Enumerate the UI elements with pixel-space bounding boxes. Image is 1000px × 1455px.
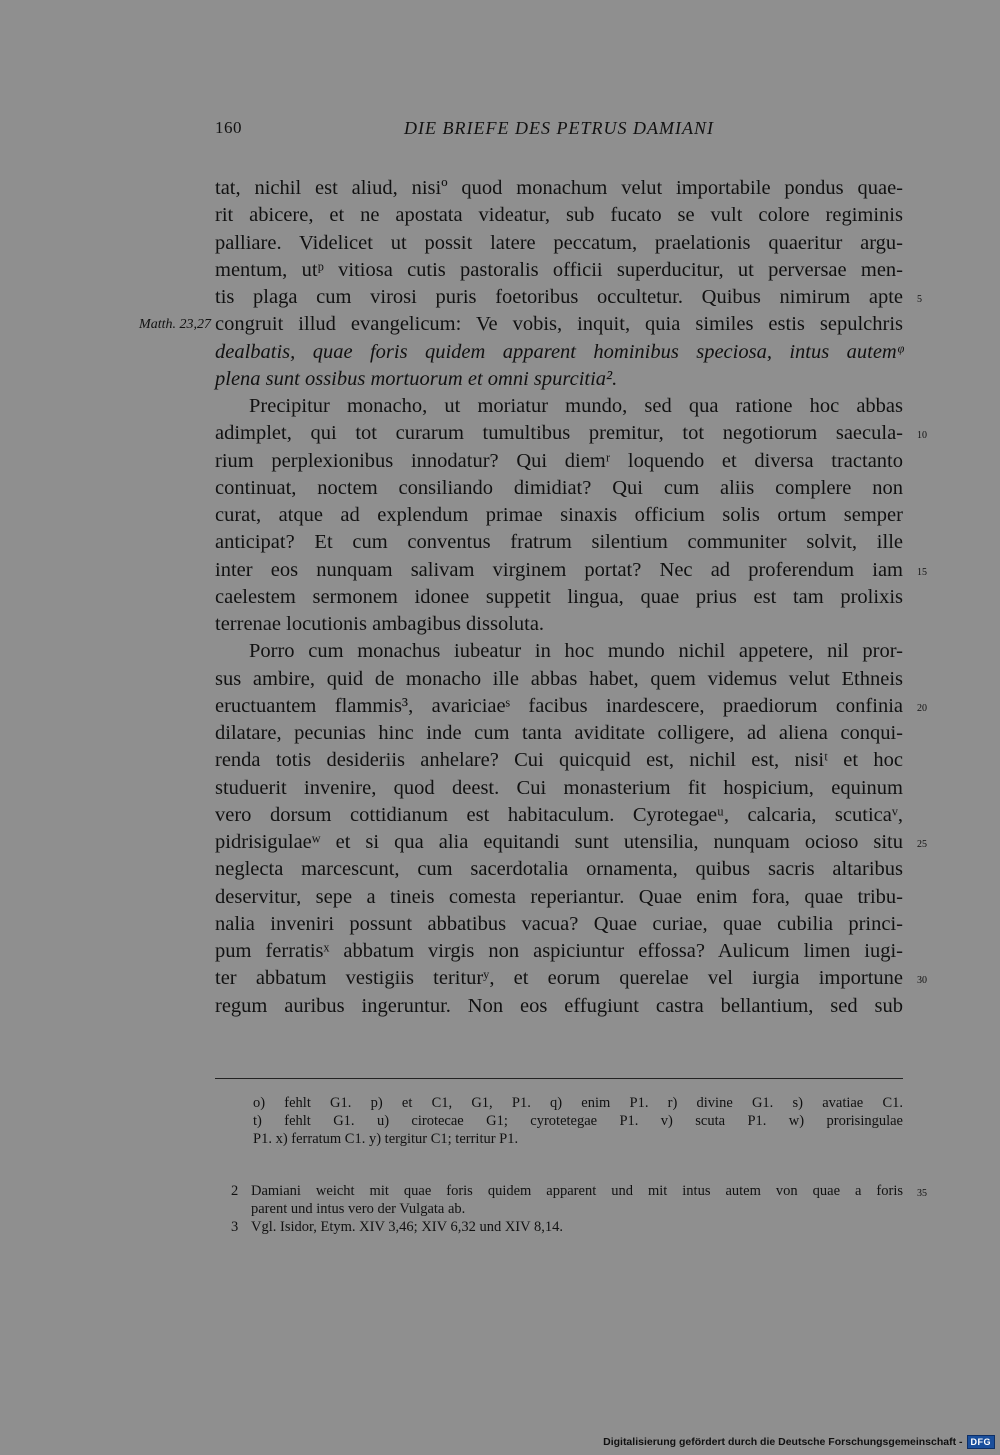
note-number: 3	[231, 1219, 239, 1235]
dfg-logo-icon: DFG	[967, 1435, 996, 1449]
text-line: mentum, utᵖ vitiosa cutis pastoralis officii superducitur, ut perversae men-	[215, 258, 903, 281]
note-line	[215, 1182, 927, 1200]
source-notes	[215, 1182, 927, 1236]
text-line: neglecta marcescunt, cum sacerdotalia ornamenta, quibus sacris altaribus	[215, 858, 903, 881]
line-number: 35	[917, 1188, 927, 1199]
text-line: tat, nichil est aliud, nisiº quod monachum velut importabile pondus quae-	[215, 177, 903, 199]
note-number: 2	[231, 1183, 239, 1199]
text-line: continuat, noctem consiliando dimidiat? Qui cum aliis complere non	[215, 476, 903, 499]
text-line: tis plaga cum virosi puris foetoribus occultetur. Quibus nimirum apte 5	[215, 284, 903, 311]
text-line: Precipitur monacho, ut moriatur mundo, sed qua ratione hoc abbas	[249, 395, 903, 417]
margin-reference: Matth. 23,27	[139, 317, 211, 333]
apparatus-line: t) fehlt G1. u) cirotecae G1; cyrotetegae P1. v) scuta P1. w) prorisingulae	[253, 1113, 903, 1129]
text-line: vero dorsum cottidianum est habitaculum. Cyrotegaeᵘ, calcaria, scuticaᵛ,	[215, 803, 903, 826]
text-line: pum ferratisˣ abbatum virgis non aspiciuntur effossa? Aulicum limen iugi-	[215, 940, 903, 962]
line-number: 20	[917, 702, 927, 714]
text-line: Porro cum monachus iubeatur in hoc mundo nichil appetere, nil pror-	[249, 640, 903, 663]
text-line: deservitur, sepe a tineis comesta reperiantur. Quae enim fora, quae tribu-	[215, 885, 903, 908]
line-number: 15	[917, 566, 927, 578]
text-line: dealbatis, quae foris quidem apparent hominibus speciosa, intus autemᵠ	[215, 340, 903, 363]
apparatus-line: o) fehlt G1. p) et C1, G1, P1. q) enim P1. r) divine G1. s) avatiae C1.	[253, 1095, 903, 1111]
note-text: Vgl. Isidor, Etym. XIV 3,46; XIV 6,32 und XIV 8,14.	[251, 1219, 563, 1235]
note-line	[215, 1200, 903, 1218]
funding-footer	[603, 1433, 995, 1451]
text-line: rium perplexionibus innodatur? Qui diemʳ loquendo et diversa tractanto	[215, 449, 903, 472]
page-number: 160	[215, 118, 242, 137]
funding-note: Digitalisierung gefördert durch die Deutsche Forschungsgemeinschaft -	[603, 1436, 963, 1448]
text-line: Matth. 23,27 congruit illud evangelicum: Ve vobis, inquit, quia similes estis sepulchris	[215, 311, 903, 338]
critical-apparatus	[215, 1094, 903, 1148]
apparatus-line: P1. x) ferratum C1. y) tergitur C1; territur P1.	[253, 1131, 519, 1147]
line-number: 5	[917, 294, 922, 305]
text-line: terrenae locutionis ambagibus dissoluta.	[215, 613, 545, 635]
text-line: eructuantem flammis³, avariciaeˢ facibus inardescere, praediorum confinia 20	[215, 693, 903, 720]
note-text: parent und intus vero der Vulgata ab.	[251, 1201, 466, 1217]
text-line: rit abicere, et ne apostata videatur, sub fucato se vult colore regiminis	[215, 204, 903, 227]
text-line: inter eos nunquam salivam virginem portat? Nec ad proferendum iam 15	[215, 557, 903, 584]
text-line: studuerit invenire, quod deest. Cui monasterium fit hospicium, equinum	[215, 776, 903, 799]
text-line: ter abbatum vestigiis teriturʸ, et eorum querelae vel iurgia importune 30	[215, 965, 903, 992]
text-line: dilatare, pecunias hinc inde cum tanta aviditate colligere, ad aliena conqui-	[215, 722, 903, 744]
note-line	[215, 1218, 903, 1236]
main-text	[139, 175, 927, 1020]
text-line: anticipat? Et cum conventus fratrum silentium communiter solvit, ille	[215, 531, 903, 554]
footnote-divider	[215, 1078, 903, 1079]
note-text: Damiani weicht mit quae foris quidem apparent und mit intus autem von quae a foris	[251, 1183, 903, 1199]
line-number: 25	[917, 839, 927, 850]
text-line: sus ambire, quid de monacho ille abbas habet, quem videmus velut Ethneis	[215, 667, 903, 690]
text-line: caelestem sermonem idonee suppetit lingua, quae prius est tam prolixis	[215, 585, 903, 608]
line-number: 10	[917, 430, 927, 442]
page-header	[215, 118, 903, 144]
running-title: DIE BRIEFE DES PETRUS DAMIANI	[404, 118, 714, 138]
line-number: 30	[917, 975, 927, 987]
text-line: nalia inveniri possunt abbatibus vacua? Quae curiae, quae cubilia princi-	[215, 912, 903, 935]
text-line: renda totis desideriis anhelare? Cui quicquid est, nichil est, nisiᵗ et hoc	[215, 749, 903, 772]
text-line: palliare. Videlicet ut possit latere peccatum, praelationis quaeritur argu-	[215, 231, 903, 254]
text-line: pidrisigulaeʷ et si qua alia equitandi sunt utensilia, nunquam ocioso situ 25	[215, 829, 903, 856]
text-line: adimplet, qui tot curarum tumultibus premitur, tot negotiorum saecula- 10	[215, 420, 903, 447]
text-line: regum auribus ingeruntur. Non eos effugiunt castra bellantium, sed sub	[215, 994, 903, 1017]
text-line: plena sunt ossibus mortuorum et omni spurcitia².	[215, 367, 618, 390]
text-line: curat, atque ad explendum primae sinaxis officium solis ortum semper	[215, 504, 903, 526]
